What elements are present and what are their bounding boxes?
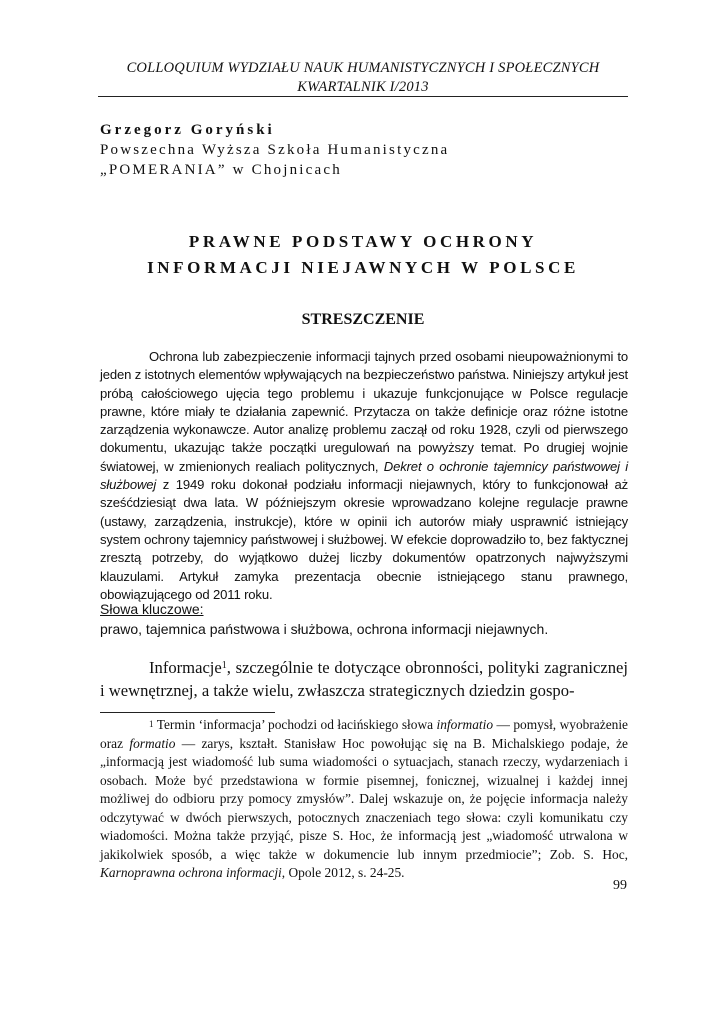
author-affiliation-city: „POMERANIA” w Chojnicach — [100, 162, 342, 178]
footnote-text-part: — zarys, kształt. Stanisław Hoc powołując się na B. Michalskiego podaje, że „informacją jest wiadomość lub suma wiadomości o sytuacjach, stanach rzeczy, wydarzeniach i osobach. Może być przedstawiona w formie pisemnej, fonicznej, wizualnej i każdej innej możliwej do odbioru przy pomocy zmysłów”. Dalej wskazuje on, że pojęcie informacja należy odczytywać w dwóch pierwszych, potocznych znaczeniach tego słowa: czyli komunikatu czy wiadomości. Można także przyjąć, pisze S. Hoc, że informacją jest „wiadomość utrwalona w jakikolwiek sposób, a więc także w dokumencie lub innym przedmiocie”; Zob. S. Hoc, — [100, 735, 628, 862]
abstract-paragraph — [100, 348, 628, 604]
author-affiliation: Powszechna Wyższa Szkoła Humanistyczna — [100, 142, 450, 158]
running-header — [98, 59, 628, 97]
footnote-text-part: , Opole 2012, s. 24-25. — [281, 865, 405, 880]
footnote-marker: 1 — [221, 660, 227, 671]
journal-title: COLLOQUIUM WYDZIAŁU NAUK HUMANISTYCZNYCH I SPOŁECZNYCH — [126, 60, 600, 76]
keywords-list: prawo, tajemnica państwowa i służbowa, ochrona informacji niejawnych. — [100, 621, 549, 637]
footnote-latin-term: informatio — [436, 717, 494, 732]
body-first-word: Informacje — [149, 658, 222, 677]
abstract-text-part: Ochrona lub zabezpieczenie informacji tajnych przed osobami nieupoważnionymi to jeden z istotnych elementów wpływających na bezpieczeństwo państwa. Niniejszy artykuł jest próbą całościowego ujęcia tego problemu i ukazuje funkcjonujące w Polsce regulacje prawne, które miały te działania zapewnić. Przytacza on także definicje oraz różne istotne zarządzenia wykonawcze. Autor analizę problemu zaczął od roku 1928, czyli od pierwszego dokumentu, ukazując także początki uregulowań na powyższy temat. Po drugiej wojnie światowej, w zmienionych realiach politycznych, — [100, 349, 628, 474]
journal-issue: KWARTALNIK I/2013 — [297, 79, 429, 95]
abstract-text-part: z 1949 roku dokonał podziału informacji niejawnych, który to funkcjonował aż sześćdziesiąt dwa lata. W późniejszym okresie wprowadzano kolejne regulacje prawne (ustawy, zarządzenia, instrukcje), które w opinii ich autorów miały usprawnić istniejący system ochrony tajemnicy państwowej i służbowej. W efekcie doprowadziło to, bez faktycznej zresztą potrzeby, do wyjątkowo dużej liczby dokumentów opatrzonych najwyższymi klauzulami. Artykuł zamyka prezentacja obecnie istniejącego stanu prawnego, obowiązującego od 2011 roku. — [100, 477, 628, 602]
footnote — [100, 716, 628, 883]
footnote-divider — [100, 712, 275, 713]
author-block — [100, 120, 449, 180]
body-text — [100, 656, 628, 702]
abstract-heading: STRESZCZENIE — [301, 311, 425, 328]
body-text-rest: , szczególnie te dotyczące obronności, polityki zagranicznej i wewnętrznej, a także wielu, zwłaszcza strategicznych dziedzin gospo- — [100, 658, 628, 700]
footnote-latin-term: formatio — [129, 735, 176, 751]
footnote-paragraph — [100, 716, 628, 883]
abstract-text — [100, 348, 628, 604]
author-name: Grzegorz Goryński — [100, 122, 275, 138]
keywords-block — [100, 599, 628, 639]
footnote-text-part: Termin ‘informacja’ pochodzi od łacińskiego słowa — [153, 717, 437, 732]
page-number: 99 — [613, 878, 627, 893]
article-title — [98, 229, 628, 281]
footnote-number: 1 — [149, 719, 154, 729]
abstract-decree-title: Dekret o ochronie tajemnicy państwowej i służbowej — [100, 458, 628, 493]
footnote-text-part: — pomysł, wyobrażenie oraz — [100, 717, 628, 751]
body-paragraph — [100, 656, 628, 702]
article-title-line: PRAWNE PODSTAWY OCHRONY — [188, 232, 538, 251]
header-divider — [98, 96, 628, 97]
article-title-line: INFORMACJI NIEJAWNYCH W POLSCE — [147, 258, 579, 277]
footnote-book-title: Karnoprawna ochrona informacji — [100, 865, 282, 880]
keywords-label: Słowa kluczowe: — [100, 601, 204, 617]
